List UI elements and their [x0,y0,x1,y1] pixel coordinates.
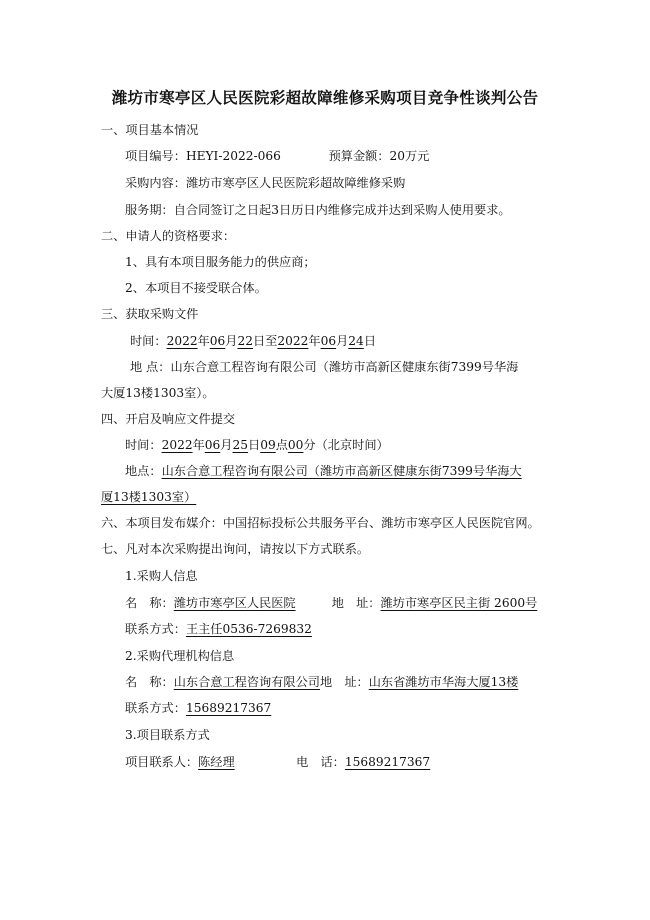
timezone-text: （北京时间） [315,438,389,452]
agent-name: 山东合意工程咨询有限公司 [173,675,320,689]
project-number-label: 项目编号： [125,149,186,163]
opening-place-label: 地点： [125,464,162,478]
month-char: 月 [336,334,349,348]
opening-year: 2022 [161,438,193,452]
day-char: 日 [248,438,261,452]
month-char: 月 [220,438,233,452]
buyer-name: 潍坊市寒亭区人民医院 [173,596,296,610]
section-4-heading: 四、开启及响应文件提交 [101,412,236,426]
qualification-item-1: 1、具有本项目服务能力的供应商； [125,255,316,269]
buyer-name-row [125,594,537,612]
project-contact: 陈经理 [198,755,235,769]
agent-contact-row [125,699,271,717]
obtain-start-day: 22 [237,334,253,348]
agent-address: 山东省潍坊市华海大厦13楼 [368,675,519,689]
project-contact-heading: 3.项目联系方式 [125,728,210,742]
opening-time-label: 时间： [125,438,162,452]
buyer-contact-label: 联系方式： [125,622,186,636]
minute-char: 分 [303,438,316,452]
year-char: 年 [308,334,321,348]
project-number: HEYI-2022-066 [185,149,281,163]
year-char: 年 [192,438,205,452]
month-char: 月 [225,334,238,348]
opening-minute: 00 [287,438,304,452]
opening-place-row [125,462,522,480]
section-1-heading: 一、项目基本情况 [101,123,199,137]
opening-place-line2: 厦13楼1303室） [101,490,197,504]
section-3-heading: 三、获取采购文件 [101,307,199,321]
project-contact-label: 项目联系人： [125,755,199,769]
budget-value: 20万元 [389,149,430,163]
obtain-end-day: 24 [348,334,364,348]
phone-number: 15689217367 [344,755,431,769]
opening-place-line1: 山东合意工程咨询有限公司（潍坊市高新区健康东街7399号华海大 [161,464,522,478]
agent-name-label: 名 称： [125,675,174,689]
opening-time-row [125,436,389,454]
buyer-contact: 王主任0536-7269832 [185,622,312,636]
day-to-text: 日至 [253,334,278,348]
budget-label: 预算金额： [328,149,390,163]
obtain-place-line2: 大厦13楼1303室）。 [101,386,215,400]
opening-hour: 09 [260,438,276,452]
obtain-place-row [130,358,518,376]
obtain-end-year: 2022 [277,334,309,348]
buyer-address: 潍坊市寒亭区民主街 2600号 [380,596,538,610]
agent-addr-label: 地 址： [320,675,369,689]
content-label: 采购内容： [125,176,186,190]
agent-contact-label: 联系方式： [125,701,186,715]
section-7-heading: 七、凡对本次采购提出询问，请按以下方式联系。 [101,542,370,556]
agent-heading: 2.采购代理机构信息 [125,649,235,663]
buyer-addr-label: 地 址： [331,596,381,610]
phone-label: 电 话： [296,755,345,769]
agent-name-row [125,673,518,691]
obtain-start-month: 06 [209,334,226,348]
service-label: 服务期： [125,203,174,217]
buyer-contact-row [125,620,312,638]
agent-contact: 15689217367 [185,701,272,715]
hour-char: 点 [275,438,288,452]
project-contact-row [125,753,430,771]
section-6-media: 六、本项目发布媒介：中国招标投标公共服务平台、潍坊市寒亭区人民医院官网。 [101,516,540,530]
qualification-item-2: 2、本项目不接受联合体。 [125,281,267,295]
buyer-name-label: 名 称： [125,596,174,610]
obtain-start-year: 2022 [166,334,198,348]
project-number-row [125,147,429,165]
obtain-time-row [130,332,376,350]
section-2-heading: 二、申请人的资格要求： [101,229,236,243]
opening-day: 25 [232,438,248,452]
document-title: 潍坊市寒亭区人民医院彩超故障维修采购项目竞争性谈判公告 [111,89,539,107]
service-value: 自合同签订之日起3日历日内维修完成并达到采购人使用要求。 [173,203,511,217]
obtain-time-label: 时间： [130,334,167,348]
buyer-heading: 1.采购人信息 [125,569,198,583]
year-char: 年 [197,334,210,348]
obtain-place-label: 地 点： [130,360,171,374]
opening-month: 06 [204,438,221,452]
day-char: 日 [363,334,376,348]
content-value: 潍坊市寒亭区人民医院彩超故障维修采购 [185,176,406,190]
obtain-place-line1: 山东合意工程咨询有限公司（潍坊市高新区健康东街7399号华海 [170,360,519,374]
procurement-content-row [125,174,405,192]
service-period-row [125,201,511,219]
obtain-end-month: 06 [320,334,337,348]
